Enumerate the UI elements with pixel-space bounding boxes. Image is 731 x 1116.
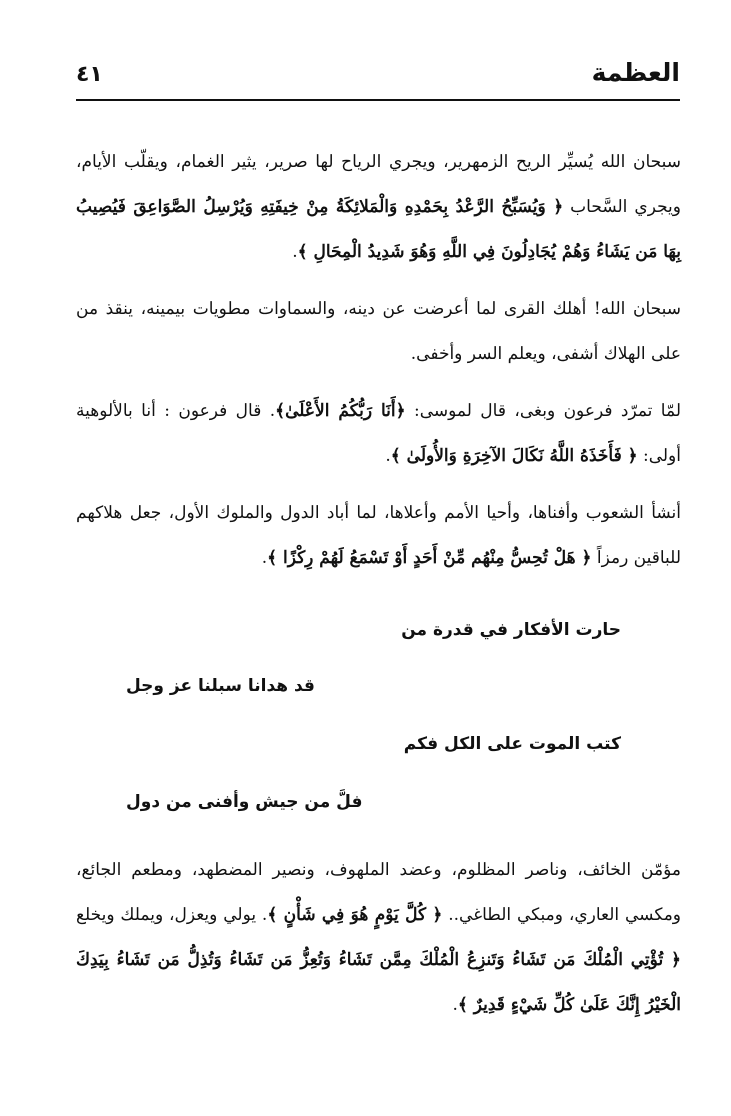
- running-title: العظمة: [591, 58, 680, 87]
- poem-line: قد هدانا سبلنا عز وجل: [126, 676, 315, 696]
- closing-text: [76, 848, 681, 1040]
- paragraph: [76, 389, 681, 479]
- prose-text: أنشأ الشعوب وأفناها، وأحيا الأمم وأعلاها، لما أباد الدول والملوك الأول، جعل هلاكهم للباقين رمزاً: [76, 503, 681, 568]
- paragraph: [76, 140, 681, 275]
- prose-text: . قال فرعون : أنا بالألوهية أولى:: [76, 401, 681, 466]
- header-rule: [76, 99, 680, 101]
- prose-text: لمّا تمرّد فرعون وبغى، قال لموسى:: [405, 401, 681, 421]
- poem-line: حارت الأفكار في قدرة من: [401, 620, 621, 640]
- poem-line: فلَّ من جيش وأفنى من دول: [126, 792, 363, 812]
- prose-text: سبحان الله! أهلك القرى لما أعرضت عن دينه، والسماوات مطويات بيمينه، ينقذ من على الهلاك أشفى، ويعلم السر وأخفى.: [76, 299, 681, 364]
- punctuation: .: [385, 446, 391, 466]
- quran-verse: ﴿ وَيُسَبِّحُ الرَّعْدُ بِحَمْدِهِ وَالْمَلائِكَةُ مِنْ خِيفَتِهِ وَيُرْسِلُ الصَّوَاعِقَ فَيُصِيبُ بِهَا مَن يَشَاءُ وَهُمْ يُجَادِلُونَ فِي اللَّهِ وَهُوَ شَدِيدُ الْمِحَالِ ﴾: [76, 197, 681, 262]
- prose-text: . يولي ويعزل، ويملك ويخلع: [76, 905, 268, 925]
- punctuation: .: [261, 548, 268, 568]
- quran-verse: ﴿ تُؤْتِي الْمُلْكَ مَن تَشَاءُ وَتَنزِعُ الْمُلْكَ مِمَّن تَشَاءُ وَتُعِزُّ مَن تَشَاءُ وَتُذِلُّ مَن تَشَاءُ بِيَدِكَ الْخَيْرُ إِنَّكَ عَلَىٰ كُلِّ شَيْءٍ قَدِيرٌ ﴾: [76, 950, 681, 1015]
- quran-verse: ﴿ هَلْ تُحِسُّ مِنْهُم مِّنْ أَحَدٍ أَوْ تَسْمَعُ لَهُمْ رِكْزًا ﴾: [267, 548, 592, 568]
- quran-verse: ﴿ فَأَخَذَهُ اللَّهُ نَكَالَ الآخِرَةِ وَالأُولَىٰ ﴾: [390, 446, 638, 466]
- punctuation: .: [452, 995, 458, 1015]
- page-number: ٤١: [76, 62, 103, 87]
- poem-line: كتب الموت على الكل فكم: [403, 734, 621, 754]
- poem: [76, 620, 681, 820]
- quran-verse: ﴿ كُلَّ يَوْمٍ هُوَ فِي شَأْنٍ ﴾: [267, 905, 443, 925]
- paragraph: [76, 287, 681, 377]
- paragraph: [76, 848, 681, 1028]
- paragraph: [76, 491, 681, 581]
- quran-verse: ﴿أَنَا رَبُّكُمُ الأَعْلَىٰ﴾: [275, 401, 406, 421]
- prose-text: سبحان الله يُسيِّر الريح الزمهرير، ويجري الرياح لها صرير، يثير الغمام، ويقلّب الأيام، ويجري السَّحاب: [76, 152, 681, 217]
- body-text: [76, 140, 681, 593]
- page-header: [76, 58, 680, 98]
- prose-text: مؤمّن الخائف، وناصر المظلوم، وعضد الملهوف، ونصير المضطهد، ومطعم الجائع، ومكسي العاري، ومبكي الطاغي..: [76, 860, 682, 925]
- punctuation: .: [292, 242, 298, 262]
